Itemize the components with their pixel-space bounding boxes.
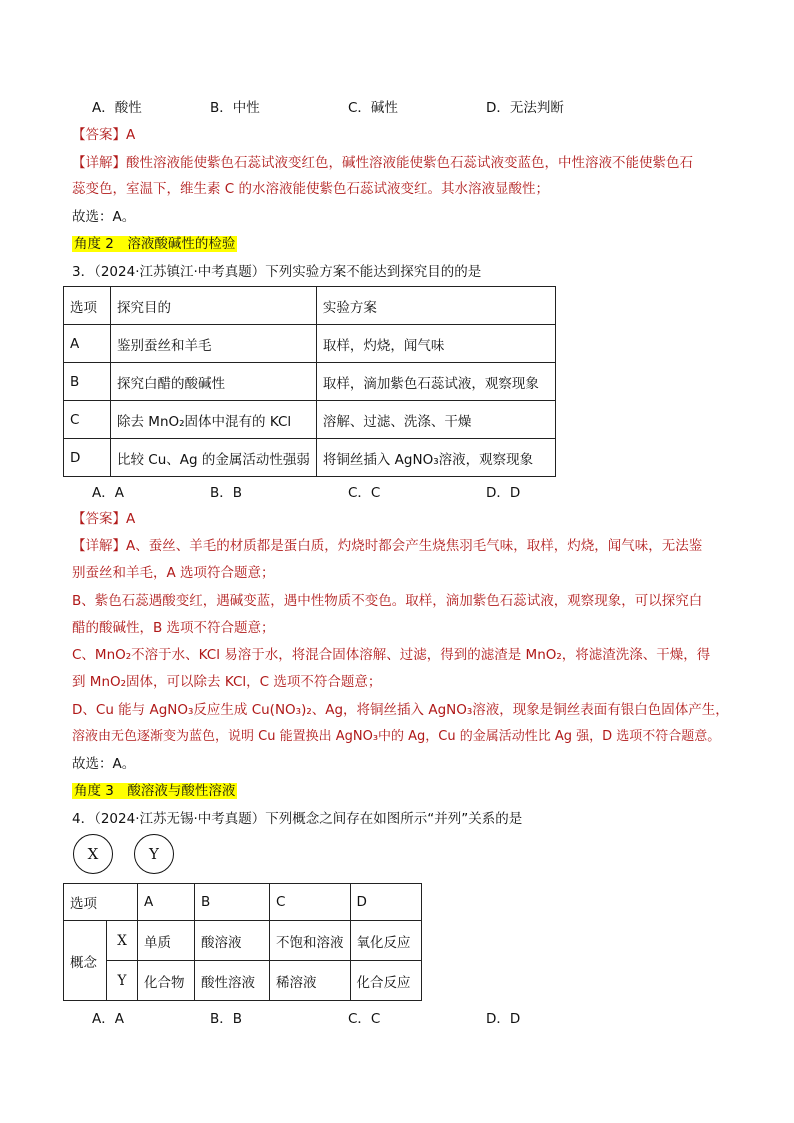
table-cell: 化合物 <box>138 961 195 1001</box>
table-row <box>64 961 422 1001</box>
table-cell: 单质 <box>138 921 195 961</box>
table-cell: 探究白醋的酸碱性 <box>111 363 317 401</box>
table-row <box>64 401 556 439</box>
table-header-cell: 选项 <box>64 287 111 325</box>
table-header-cell: C <box>270 884 351 921</box>
row-label: X <box>107 921 138 961</box>
table-header-cell: 探究目的 <box>111 287 317 325</box>
q2-answer: 【答案】A <box>72 127 136 143</box>
angle-3-text: 角度 3 酸溶液与酸性溶液 <box>74 783 236 799</box>
q3-option-d: D．D <box>486 485 521 501</box>
q4-option-d: D．D <box>486 1011 521 1027</box>
table-row <box>64 439 556 477</box>
table-cell: 氧化反应 <box>350 921 421 961</box>
table-cell: 取样，灼烧，闻气味 <box>316 325 555 363</box>
circle-y <box>134 834 174 874</box>
q2-detail-line-2: 蕊变色，室温下，维生素 C 的水溶液能使紫色石蕊试液变红。其水溶液显酸性； <box>72 181 550 197</box>
table-header-cell: 实验方案 <box>316 287 555 325</box>
q3-answer: 【答案】A <box>72 511 136 527</box>
q2-option-a: A．酸性 <box>92 100 142 116</box>
circle-y-label: Y <box>149 845 159 863</box>
q2-option-c: C．碱性 <box>348 100 398 116</box>
q4-option-c: C．C <box>348 1011 381 1027</box>
table-header-row <box>64 884 422 921</box>
q4-stem: 4．（2024·江苏无锡·中考真题）下列概念之间存在如图所示“并列”关系的是 <box>72 811 523 827</box>
table-cell: 稀溶液 <box>270 961 351 1001</box>
q4-option-a: A．A <box>92 1011 124 1027</box>
q2-option-d: D．无法判断 <box>486 100 564 116</box>
circle-x <box>73 834 113 874</box>
q3-detail-line: 【详解】A、蚕丝、羊毛的材质都是蛋白质，灼烧时都会产生烧焦羽毛气味，取样，灼烧，闻气味，无法鉴 <box>72 538 703 554</box>
q3-option-a: A．A <box>92 485 124 501</box>
table-cell: 比较 Cu、Ag 的金属活动性强弱 <box>111 439 317 477</box>
q3-option-c: C．C <box>348 485 381 501</box>
table-row <box>64 363 556 401</box>
table-cell: 将铜丝插入 AgNO₃溶液，观察现象 <box>316 439 555 477</box>
q2-choice: 故选：A。 <box>72 209 136 225</box>
q3-detail-line: 溶液由无色逐渐变为蓝色，说明 Cu 能置换出 AgNO₃中的 Ag，Cu 的金属活动性比 Ag 强，D 选项不符合题意。 <box>72 729 721 744</box>
row-group-label: 概念 <box>64 921 107 1001</box>
table-cell: 酸性溶液 <box>195 961 270 1001</box>
q3-stem: 3．（2024·江苏镇江·中考真题）下列实验方案不能达到探究目的的是 <box>72 264 482 280</box>
table-row <box>64 921 422 961</box>
table-cell: C <box>64 401 111 439</box>
table-cell: 酸溶液 <box>195 921 270 961</box>
angle-2-text: 角度 2 溶液酸碱性的检验 <box>74 236 236 252</box>
q3-detail-line: 别蚕丝和羊毛，A 选项符合题意； <box>72 565 275 581</box>
table-header-cell: B <box>195 884 270 921</box>
angle-3-heading <box>72 779 237 799</box>
q3-detail-line: 醋的酸碱性，B 选项不符合题意； <box>72 620 275 636</box>
row-label: Y <box>107 961 138 1001</box>
table-cell: A <box>64 325 111 363</box>
q3-detail-line: 到 MnO₂固体，可以除去 KCl，C 选项不符合题意； <box>72 674 382 690</box>
q3-option-b: B．B <box>210 485 243 501</box>
table-cell: D <box>64 439 111 477</box>
q4-option-b: B．B <box>210 1011 243 1027</box>
circle-x-label: X <box>87 845 99 863</box>
table-cell: 不饱和溶液 <box>270 921 351 961</box>
table-cell: B <box>64 363 111 401</box>
q3-detail-line: C、MnO₂不溶于水、KCl 易溶于水，将混合固体溶解、过滤，得到的滤渣是 MnO₂，将滤渣洗涤、干燥，得 <box>72 647 711 663</box>
table-cell: 鉴别蚕丝和羊毛 <box>111 325 317 363</box>
table-header-cell: D <box>350 884 421 921</box>
table-header-cell: A <box>138 884 195 921</box>
q3-choice: 故选：A。 <box>72 756 136 772</box>
q3-detail-line: D、Cu 能与 AgNO₃反应生成 Cu(NO₃)₂、Ag，将铜丝插入 AgNO₃溶液，现象是铜丝表面有银白色固体产生， <box>72 702 729 718</box>
table-cell: 除去 MnO₂固体中混有的 KCl <box>111 401 317 439</box>
q4-table <box>63 883 422 1001</box>
table-header-row <box>64 287 556 325</box>
table-row <box>64 325 556 363</box>
table-header-cell: 选项 <box>64 884 138 921</box>
q3-table <box>63 286 556 477</box>
table-cell: 溶解、过滤、洗涤、干燥 <box>316 401 555 439</box>
q3-detail-line: B、紫色石蕊遇酸变红，遇碱变蓝，遇中性物质不变色。取样，滴加紫色石蕊试液，观察现象，可以探究白 <box>72 593 703 609</box>
q2-option-b: B．中性 <box>210 100 260 116</box>
angle-2-heading <box>72 232 237 252</box>
table-cell: 取样，滴加紫色石蕊试液，观察现象 <box>316 363 555 401</box>
table-cell: 化合反应 <box>350 961 421 1001</box>
q2-detail-line-1: 【详解】酸性溶液能使紫色石蕊试液变红色，碱性溶液能使紫色石蕊试液变蓝色，中性溶液不能使紫色石 <box>72 155 693 171</box>
